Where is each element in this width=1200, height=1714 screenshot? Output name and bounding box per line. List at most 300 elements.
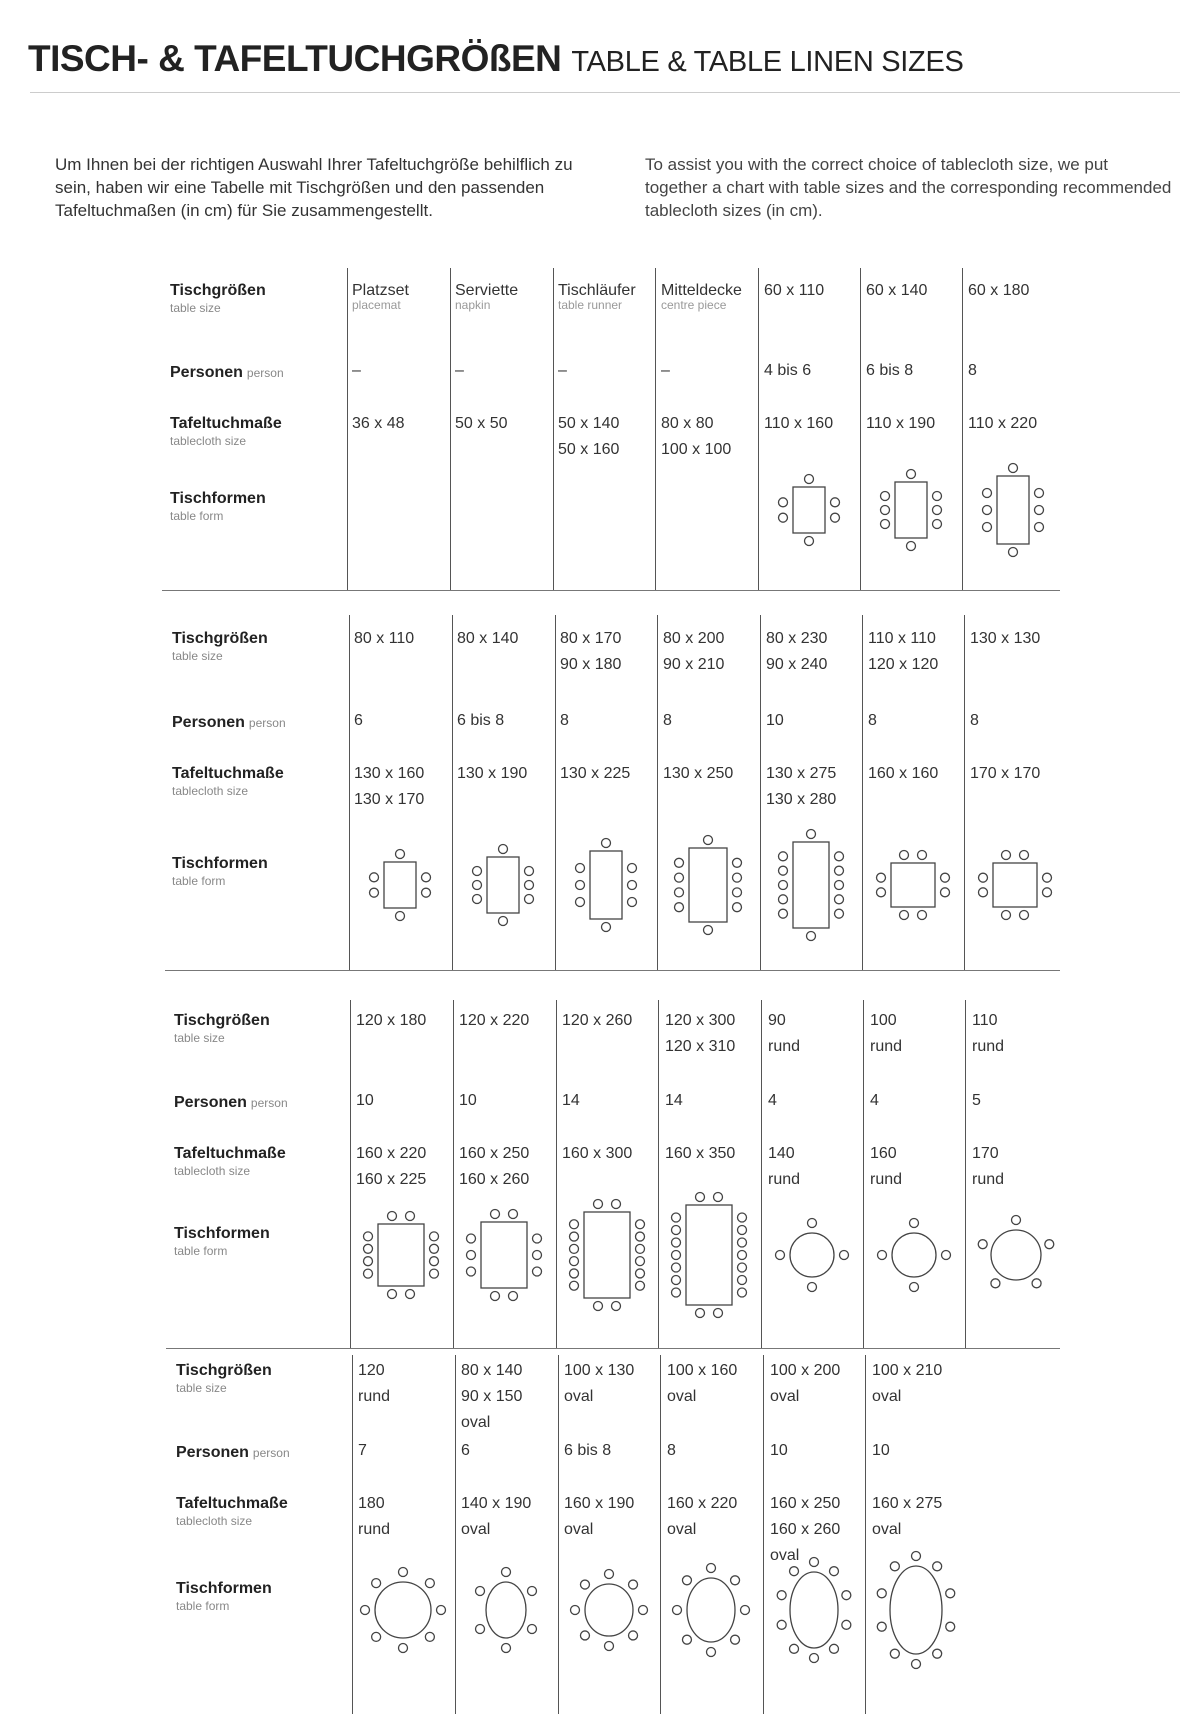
row-label-en: tablecloth size [176, 1514, 253, 1528]
table-size-value: 90 x 240 [766, 656, 828, 673]
chair-mark [978, 888, 987, 897]
chair-mark [533, 1267, 542, 1276]
table-size-cell [972, 1008, 1004, 1060]
row-label-size [170, 282, 266, 315]
table-size-value: 100 x 160 [667, 1362, 738, 1379]
persons-value: 8 [968, 362, 977, 379]
chair-mark [991, 1279, 1000, 1288]
tablecloth-size-value: oval [872, 1521, 902, 1538]
chair-mark [1001, 911, 1010, 920]
chair-mark [877, 1589, 886, 1598]
chair-mark [696, 1193, 705, 1202]
chair-mark [1012, 1216, 1021, 1225]
chair-mark [388, 1212, 397, 1221]
column-divider [347, 268, 348, 590]
chair-mark [672, 1226, 681, 1235]
table-size-cell [457, 626, 518, 652]
row-label-en: table form [176, 1599, 230, 1613]
tablecloth-size-cell [972, 1141, 1004, 1193]
chair-mark [983, 523, 992, 532]
table-size-value: oval [461, 1414, 491, 1431]
tablecloth-size-value: 160 x 160 [868, 765, 939, 782]
table-form-icon [559, 1565, 659, 1675]
chair-mark [1009, 464, 1018, 473]
chair-mark [779, 513, 788, 522]
chair-mark [878, 1251, 887, 1260]
chair-mark [834, 909, 843, 918]
chair-mark [388, 1290, 397, 1299]
chair-mark [364, 1257, 373, 1266]
chair-mark [881, 520, 890, 529]
table-size-value: 120 x 180 [356, 1012, 427, 1029]
table-size-value: 110 [972, 1012, 998, 1029]
chair-mark [945, 1622, 954, 1631]
tablecloth-size-cell [768, 1141, 800, 1193]
table-size-cell [354, 626, 414, 652]
row-label-size [172, 630, 268, 663]
chair-mark [580, 1631, 589, 1640]
chair-mark [672, 1263, 681, 1272]
chair-mark [881, 492, 890, 501]
table-size-value: oval [872, 1388, 902, 1405]
chair-mark [612, 1200, 621, 1209]
chair-mark [527, 1587, 536, 1596]
tablecloth-size-value: oval [564, 1521, 594, 1538]
chair-mark [472, 881, 481, 890]
chair-mark [575, 898, 584, 907]
chair-mark [364, 1269, 373, 1278]
tablecloth-size-cell [358, 1491, 390, 1543]
persons-value: 5 [972, 1092, 981, 1109]
table-size-cell [356, 1008, 426, 1034]
chair-mark [831, 498, 840, 507]
chair-mark [730, 1576, 739, 1585]
tablecloth-size-cell [354, 761, 424, 813]
tablecloth-size-value: 160 x 190 [564, 1495, 635, 1512]
persons-cell [352, 358, 361, 384]
table-size-cell [459, 1008, 529, 1034]
chair-mark [829, 1644, 838, 1653]
table-size-value: 130 x 130 [970, 630, 1041, 647]
table-top [891, 863, 935, 907]
table-size-value: 90 x 180 [560, 656, 622, 673]
chair-mark [527, 1625, 536, 1634]
table-size-value: oval [667, 1388, 697, 1405]
chair-mark [398, 1644, 407, 1653]
tablecloth-size-cell [770, 1491, 840, 1569]
chair-mark [627, 898, 636, 907]
chair-mark [1042, 888, 1051, 897]
persons-value: 8 [667, 1442, 676, 1459]
section-divider [166, 1348, 1060, 1349]
table-size-cell [770, 1358, 840, 1410]
persons-value: 4 [870, 1092, 879, 1109]
row-label-form [176, 1580, 272, 1613]
tablecloth-size-value: oval [770, 1547, 800, 1564]
table-size-value: 120 x 310 [665, 1038, 736, 1055]
row-label-de: Tischformen [170, 490, 266, 507]
persons-value: 10 [356, 1092, 374, 1109]
persons-cell [768, 1088, 777, 1114]
table-size-value: Platzset [352, 282, 409, 299]
chair-mark [674, 873, 683, 882]
chair-mark [672, 1288, 681, 1297]
chair-mark [638, 1606, 647, 1615]
chair-mark [738, 1213, 747, 1222]
tablecloth-size-value: 50 x 140 [558, 415, 620, 432]
chair-mark [509, 1210, 518, 1219]
chair-mark [1035, 506, 1044, 515]
table-form-icon [659, 1210, 759, 1320]
table-top [793, 842, 829, 928]
chair-mark [1045, 1240, 1054, 1249]
chair-mark [841, 1591, 850, 1600]
chair-mark [475, 1625, 484, 1634]
chair-mark [805, 475, 814, 484]
tablecloth-size-cell [455, 411, 507, 437]
chair-mark [911, 1660, 920, 1669]
tablecloth-size-cell [560, 761, 630, 787]
row-label-persons [174, 1094, 288, 1112]
persons-value: 6 bis 8 [564, 1442, 612, 1459]
tablecloth-size-value: 160 x 260 [770, 1521, 841, 1538]
table-size-value: 120 x 300 [665, 1012, 736, 1029]
row-label-size [174, 1012, 270, 1045]
chair-mark [740, 1606, 749, 1615]
chair-mark [360, 1606, 369, 1615]
persons-cell [457, 708, 504, 734]
persons-cell [661, 358, 670, 384]
tablecloth-size-value: 160 x 260 [459, 1171, 530, 1188]
persons-value: 8 [868, 712, 877, 729]
table-form-icon [456, 1565, 556, 1675]
table-form-icon [866, 1565, 966, 1675]
chair-mark [570, 1281, 579, 1290]
chair-mark [594, 1302, 603, 1311]
chair-mark [738, 1251, 747, 1260]
row-label-cloth [174, 1145, 286, 1178]
tablecloth-size-value: 160 x 220 [356, 1145, 427, 1162]
table-form-icon [556, 840, 656, 950]
table-size-cell [663, 626, 724, 678]
chair-mark [636, 1244, 645, 1253]
chair-mark [932, 1649, 941, 1658]
tablecloth-size-value: 160 x 275 [872, 1495, 943, 1512]
table-form-icon [861, 465, 961, 575]
table-size-value: Serviette [455, 282, 519, 299]
tablecloth-size-value: rund [768, 1171, 801, 1188]
chair-mark [604, 1642, 613, 1651]
chair-mark [876, 888, 885, 897]
chair-mark [1019, 851, 1028, 860]
tablecloth-size-value: rund [870, 1171, 903, 1188]
row-label-persons [172, 714, 286, 732]
tablecloth-size-cell [663, 761, 733, 787]
persons-cell [459, 1088, 477, 1114]
chair-mark [430, 1257, 439, 1266]
row-label-persons [170, 364, 284, 382]
chair-mark [467, 1234, 476, 1243]
chair-mark [601, 923, 610, 932]
tablecloth-size-value: 160 [870, 1145, 897, 1162]
chair-mark [808, 1219, 817, 1228]
row-label-cloth [172, 765, 284, 798]
table-size-cell [661, 278, 742, 312]
chair-mark [570, 1269, 579, 1278]
row-label-en: table size [174, 1031, 225, 1045]
table-form-icon [764, 1565, 864, 1675]
table-size-cell [866, 278, 927, 304]
tablecloth-size-value: oval [667, 1521, 697, 1538]
persons-cell [564, 1438, 611, 1464]
chair-mark [831, 513, 840, 522]
chair-mark [498, 917, 507, 926]
persons-value: 10 [872, 1442, 890, 1459]
tablecloth-size-value: rund [358, 1521, 391, 1538]
chair-mark [672, 1251, 681, 1260]
chair-mark [738, 1288, 747, 1297]
table-form-icon [454, 1210, 554, 1320]
table-size-value: rund [972, 1038, 1005, 1055]
persons-value: 6 bis 8 [866, 362, 914, 379]
row-label-size [176, 1362, 272, 1395]
chair-mark [703, 836, 712, 845]
chair-mark [682, 1635, 691, 1644]
tablecloth-size-cell [872, 1491, 942, 1543]
tablecloth-size-cell [558, 411, 619, 463]
row-label-form [174, 1225, 270, 1258]
persons-cell [562, 1088, 580, 1114]
table-form-icon [762, 1210, 862, 1320]
table-size-cell [461, 1358, 522, 1436]
chair-mark [364, 1244, 373, 1253]
table-size-value: Mitteldecke [661, 282, 742, 299]
chair-mark [932, 1562, 941, 1571]
chair-mark [421, 873, 430, 882]
persons-value: 6 [461, 1442, 470, 1459]
tablecloth-size-value: 130 x 275 [766, 765, 837, 782]
chair-mark [910, 1219, 919, 1228]
table-size-cell [764, 278, 824, 304]
table-size-value: rund [768, 1038, 801, 1055]
table-size-value: Tischläufer [558, 282, 636, 299]
persons-cell [866, 358, 913, 384]
table-size-cell [868, 626, 938, 678]
chair-mark [501, 1644, 510, 1653]
tablecloth-size-value: 110 x 160 [764, 415, 834, 432]
table-top [689, 848, 727, 922]
chair-mark [628, 1631, 637, 1640]
chair-mark [570, 1257, 579, 1266]
chair-mark [983, 506, 992, 515]
tablecloth-size-value: 160 x 250 [770, 1495, 841, 1512]
table-form-icon [453, 840, 553, 950]
tablecloth-size-cell [870, 1141, 902, 1193]
tablecloth-size-value: oval [461, 1521, 491, 1538]
table-form-icon [661, 1565, 761, 1675]
table-size-value: 80 x 170 [560, 630, 622, 647]
section-divider [162, 590, 1060, 591]
persons-cell [667, 1438, 676, 1464]
chair-mark [672, 1606, 681, 1615]
chair-mark [806, 932, 815, 941]
chair-mark [808, 1283, 817, 1292]
tablecloth-size-value: 110 x 220 [968, 415, 1038, 432]
intro-english: To assist you with the correct choice of tablecloth size, we put together a chart with table sizes and the corresponding recommended tablecloth sizes (in cm). [645, 155, 1172, 220]
row-label-de: Personen [170, 364, 243, 381]
chair-mark [978, 873, 987, 882]
table-form-icon [965, 840, 1065, 950]
table-size-value: 80 x 140 [457, 630, 519, 647]
chair-mark [369, 873, 378, 882]
table-form-icon [351, 1210, 451, 1320]
table-top [585, 1584, 633, 1636]
row-label-en: table form [172, 874, 226, 888]
tablecloth-size-cell [352, 411, 404, 437]
chair-mark [933, 520, 942, 529]
table-size-value: oval [770, 1388, 800, 1405]
table-top [378, 1224, 424, 1286]
chair-mark [714, 1309, 723, 1318]
chair-mark [672, 1213, 681, 1222]
chair-mark [917, 851, 926, 860]
chair-mark [636, 1269, 645, 1278]
chair-mark [406, 1290, 415, 1299]
row-label-form [172, 855, 268, 888]
table-size-subtitle: placemat [352, 298, 401, 312]
chair-mark [696, 1309, 705, 1318]
chair-mark [371, 1632, 380, 1641]
chair-mark [942, 1251, 951, 1260]
chair-mark [933, 506, 942, 515]
chair-mark [636, 1281, 645, 1290]
chair-mark [524, 867, 533, 876]
table-size-value: 60 x 180 [968, 282, 1030, 299]
chair-mark [834, 852, 843, 861]
row-label-en: person [246, 366, 284, 380]
chair-mark [834, 895, 843, 904]
persons-cell [972, 1088, 981, 1114]
chair-mark [829, 1567, 838, 1576]
table-size-value: 100 x 130 [564, 1362, 635, 1379]
title-divider [30, 92, 1180, 93]
tablecloth-size-value: 160 x 300 [562, 1145, 633, 1162]
chair-mark [738, 1226, 747, 1235]
chair-mark [533, 1234, 542, 1243]
row-label-cloth [170, 415, 282, 448]
column-divider [553, 268, 554, 590]
table-top [687, 1578, 735, 1642]
chair-mark [672, 1276, 681, 1285]
persons-value: 14 [562, 1092, 580, 1109]
persons-value: 4 bis 6 [764, 362, 812, 379]
chair-mark [627, 881, 636, 890]
table-top [991, 1230, 1041, 1280]
table-size-value: 120 x 220 [459, 1012, 530, 1029]
persons-value: – [558, 362, 567, 379]
row-label-en: tablecloth size [174, 1164, 251, 1178]
chair-mark [732, 873, 741, 882]
persons-cell [354, 708, 363, 734]
chair-mark [983, 489, 992, 498]
tablecloth-size-value: rund [972, 1171, 1005, 1188]
table-size-value: rund [870, 1038, 903, 1055]
tablecloth-size-cell [665, 1141, 735, 1167]
chair-mark [575, 881, 584, 890]
chair-mark [1035, 523, 1044, 532]
chair-mark [706, 1564, 715, 1573]
table-top [892, 1233, 936, 1277]
table-size-cell [358, 1358, 390, 1410]
chair-mark [524, 881, 533, 890]
tablecloth-size-cell [968, 411, 1037, 437]
row-label-en: table size [172, 649, 223, 663]
persons-value: – [455, 362, 464, 379]
table-size-value: 80 x 140 [461, 1362, 523, 1379]
chair-mark [570, 1232, 579, 1241]
tablecloth-size-value: 130 x 280 [766, 791, 837, 808]
chair-mark [778, 881, 787, 890]
table-size-value: rund [358, 1388, 391, 1405]
tablecloth-size-cell [459, 1141, 529, 1193]
tablecloth-size-value: 170 [972, 1145, 999, 1162]
chair-mark [907, 470, 916, 479]
tablecloth-size-cell [562, 1141, 632, 1167]
tablecloth-size-value: 50 x 160 [558, 441, 620, 458]
persons-cell [663, 708, 672, 734]
chair-mark [430, 1232, 439, 1241]
chair-mark [475, 1587, 484, 1596]
chair-mark [472, 867, 481, 876]
persons-cell [358, 1438, 367, 1464]
chair-mark [907, 542, 916, 551]
chair-mark [940, 888, 949, 897]
row-label-persons [176, 1444, 290, 1462]
tablecloth-size-value: 50 x 50 [455, 415, 508, 432]
chair-mark [369, 888, 378, 897]
chair-mark [674, 903, 683, 912]
persons-cell [558, 358, 567, 384]
chair-mark [430, 1244, 439, 1253]
persons-cell [766, 708, 784, 734]
chair-mark [636, 1220, 645, 1229]
row-label-en: tablecloth size [170, 434, 247, 448]
chair-mark [570, 1606, 579, 1615]
chair-mark [570, 1220, 579, 1229]
section-divider [165, 970, 1060, 971]
persons-value: 8 [663, 712, 672, 729]
chair-mark [1042, 873, 1051, 882]
chair-mark [628, 1580, 637, 1589]
tablecloth-size-value: 130 x 250 [663, 765, 734, 782]
tablecloth-size-value: 170 x 170 [970, 765, 1041, 782]
chair-mark [1019, 911, 1028, 920]
table-size-value: oval [564, 1388, 594, 1405]
persons-value: 14 [665, 1092, 683, 1109]
chair-mark [732, 903, 741, 912]
table-top [486, 1582, 526, 1638]
chair-mark [738, 1238, 747, 1247]
table-size-cell [352, 278, 409, 312]
table-form-icon [557, 1210, 657, 1320]
table-form-icon [863, 840, 963, 950]
table-form-icon [350, 840, 450, 950]
row-label-de: Personen [174, 1094, 247, 1111]
intro-german: Um Ihnen bei der richtigen Auswahl Ihrer Tafeltuchgröße behilflich zu sein, haben wir eine Tabelle mit Tischgrößen und den passenden Tafeltuchmaßen (in cm) für Sie zusammengestellt. [55, 155, 573, 220]
persons-value: 10 [766, 712, 784, 729]
chair-mark [674, 888, 683, 897]
table-size-value: 60 x 140 [866, 282, 928, 299]
